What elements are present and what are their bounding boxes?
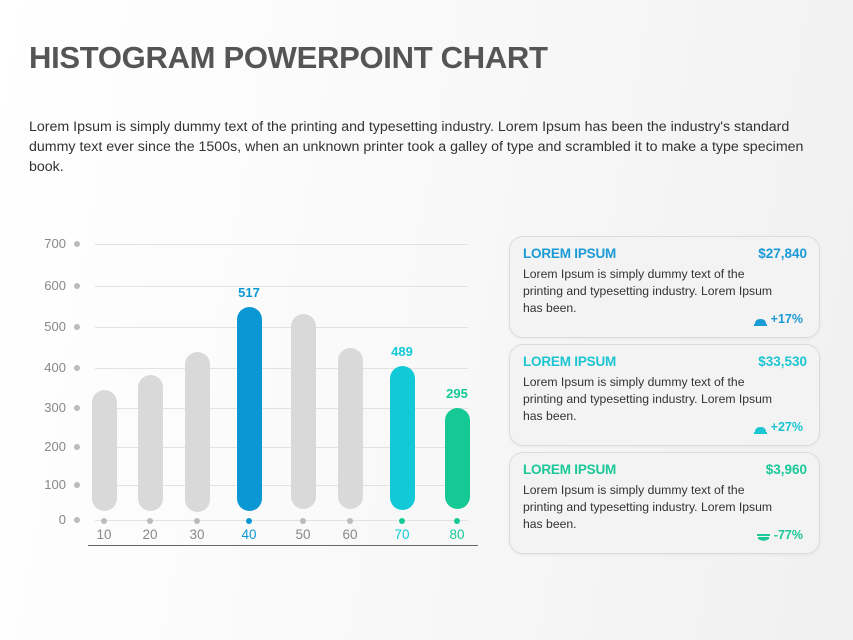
- x-axis-tick-label: 10: [96, 527, 112, 542]
- card-amount: $3,960: [765, 462, 807, 477]
- x-axis-dot: [101, 518, 107, 524]
- x-axis-tick-label: 20: [142, 527, 158, 542]
- x-axis-dot: [147, 518, 153, 524]
- x-axis-dot: [347, 518, 353, 524]
- card-change-value: -77%: [773, 528, 803, 542]
- x-axis-baseline: [88, 545, 478, 546]
- histogram-bar[interactable]: [237, 307, 262, 511]
- y-axis-tick-label: 0: [58, 512, 66, 527]
- y-axis-tick-label: 400: [44, 360, 66, 375]
- card-change: [754, 420, 803, 434]
- gridline: [95, 368, 468, 369]
- y-axis-tick-label: 200: [44, 439, 66, 454]
- y-axis-tick-label: 700: [44, 236, 66, 251]
- intro-paragraph: Lorem Ipsum is simply dummy text of the printing and typesetting industry. Lorem Ipsum has been the industry's standard dummy text ever since the 1500s, when an unknown printer took a galley of type and scrambled it to make a type specimen book.: [29, 119, 804, 175]
- card-change: [757, 528, 803, 542]
- stat-card: [509, 344, 820, 446]
- card-description: Lorem Ipsum is simply dummy text of the printing and typesetting industry. Lorem Ipsum has been.: [523, 483, 773, 531]
- y-axis-dot: [74, 517, 80, 523]
- stat-card: [509, 452, 820, 554]
- bar-value-label: 295: [446, 386, 468, 401]
- histogram-bar[interactable]: [291, 314, 316, 509]
- y-axis-tick-label: 500: [44, 319, 66, 334]
- x-axis-dot: [246, 518, 252, 524]
- y-axis-tick-label: 600: [44, 278, 66, 293]
- gridline: [95, 327, 468, 328]
- y-axis-dot: [74, 405, 80, 411]
- x-axis-tick-label: 60: [342, 527, 358, 542]
- bar-value-label: 489: [391, 344, 413, 359]
- trend-down-icon: [757, 531, 770, 539]
- y-axis-tick-label: 300: [44, 400, 66, 415]
- y-axis-dot: [74, 482, 80, 488]
- y-axis-dot: [74, 241, 80, 247]
- trend-up-icon: [754, 315, 767, 323]
- histogram-bar[interactable]: [185, 352, 210, 512]
- x-axis-tick-label: 70: [394, 527, 410, 542]
- y-axis-dot: [74, 365, 80, 371]
- gridline: [95, 244, 468, 245]
- x-axis-dot: [300, 518, 306, 524]
- trend-up-icon: [754, 423, 767, 431]
- histogram-bar[interactable]: [138, 375, 163, 511]
- card-change-value: +27%: [770, 420, 803, 434]
- bar-value-label: 517: [238, 285, 260, 300]
- card-title: LOREM IPSUM: [523, 462, 617, 477]
- card-title: LOREM IPSUM: [523, 246, 617, 261]
- card-amount: $27,840: [758, 246, 807, 261]
- histogram-bar[interactable]: [92, 390, 117, 511]
- card-description: Lorem Ipsum is simply dummy text of the printing and typesetting industry. Lorem Ipsum has been.: [523, 375, 773, 423]
- y-axis-dot: [74, 283, 80, 289]
- histogram-bar[interactable]: [338, 348, 363, 509]
- x-axis-dot: [399, 518, 405, 524]
- histogram-bar[interactable]: [445, 408, 470, 509]
- card-title: LOREM IPSUM: [523, 354, 617, 369]
- card-amount: $33,530: [758, 354, 807, 369]
- y-axis-tick-label: 100: [44, 477, 66, 492]
- card-change-value: +17%: [770, 312, 803, 326]
- page-title: HISTOGRAM POWERPOINT CHART: [29, 40, 548, 75]
- x-axis-tick-label: 40: [241, 527, 257, 542]
- x-axis-dot: [454, 518, 460, 524]
- stat-card: [509, 236, 820, 338]
- y-axis-dot: [74, 324, 80, 330]
- card-description: Lorem Ipsum is simply dummy text of the printing and typesetting industry. Lorem Ipsum has been.: [523, 267, 773, 315]
- y-axis-dot: [74, 444, 80, 450]
- x-axis-tick-label: 30: [189, 527, 205, 542]
- x-axis-tick-label: 80: [449, 527, 465, 542]
- histogram-bar[interactable]: [390, 366, 415, 510]
- card-change: [754, 312, 803, 326]
- gridline: [95, 286, 468, 287]
- x-axis-dot: [194, 518, 200, 524]
- x-axis-tick-label: 50: [295, 527, 311, 542]
